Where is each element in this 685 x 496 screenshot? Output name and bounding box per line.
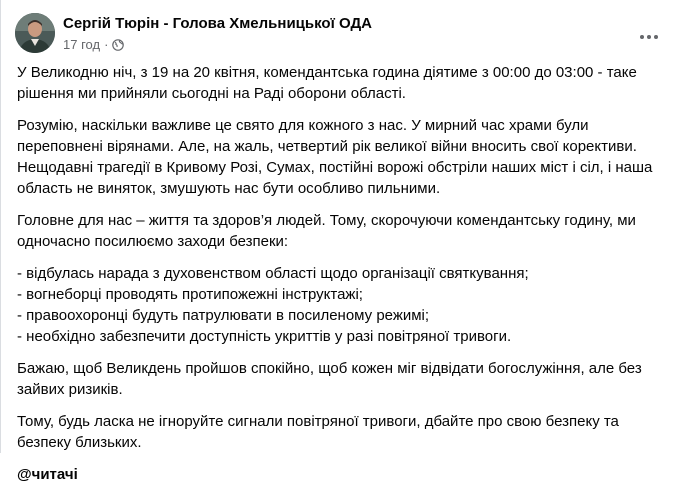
text-line: область не виняток, змушують нас бути особливо пильними. <box>17 180 441 197</box>
post-content <box>17 62 669 496</box>
post-header <box>15 13 675 57</box>
paragraph-request <box>17 411 669 453</box>
text-line: Розумію, наскільки важливе це свято для кожного з нас. У мирний час храми були <box>17 117 589 134</box>
text-line: Тому, будь ласка не ігноруйте сигнали повітряної тривоги, дбайте про свою безпеку та <box>17 413 619 430</box>
meta-separator: · <box>104 37 109 52</box>
text-line: зайвих ризиків. <box>17 381 123 398</box>
paragraph-tag <box>17 464 669 485</box>
text-line: У Великодню ніч, з 19 на 20 квітня, комендантська година діятиме з 00:00 до 03:00 - таке <box>17 64 637 81</box>
author-avatar[interactable] <box>15 13 55 53</box>
paragraph-safety <box>17 210 669 252</box>
mention-tag[interactable]: @читачі <box>17 466 78 483</box>
text-line: Нещодавні трагедії в Кривому Розі, Сумах, постійні ворожі обстріли наших міст і сіл, і наша <box>17 159 653 176</box>
text-line: рішення ми прийняли сьогодні на Раді оборони області. <box>17 85 406 102</box>
list-item: - необхідно забезпечити доступність укриттів у разі повітряної тривоги. <box>17 328 512 345</box>
paragraph-understanding <box>17 115 669 199</box>
text-line: Головне для нас – життя та здоров’я людей. Тому, скорочуючи комендантську годину, ми <box>17 212 636 229</box>
globe-icon[interactable] <box>112 39 124 51</box>
list-item: - правоохоронці будуть патрулювати в посиленому режимі; <box>17 307 430 324</box>
text-line: Бажаю, щоб Великдень пройшов спокійно, щоб кожен міг відвідати богослужіння, але без <box>17 360 642 377</box>
post-time[interactable]: 17 год <box>63 37 101 52</box>
post-meta <box>63 36 372 54</box>
text-line: одночасно посилюємо заходи безпеки: <box>17 233 289 250</box>
author-block <box>63 14 372 54</box>
list-item: - вогнеборці проводять протипожежні інструктажі; <box>17 286 363 303</box>
paragraph-curfew <box>17 62 669 104</box>
more-options-button[interactable] <box>631 19 667 55</box>
paragraph-wish <box>17 358 669 400</box>
avatar-image <box>15 13 55 53</box>
paragraph-measures-list <box>17 263 669 347</box>
text-line: переповнені вірянами. Але, на жаль, четвертий рік великої війни вносить свої корективи. <box>17 138 637 155</box>
more-options-icon <box>639 34 659 40</box>
author-name[interactable]: Сергій Тюрін - Голова Хмельницької ОДА <box>63 15 372 32</box>
list-item: - відбулась нарада з духовенством області щодо організації святкування; <box>17 265 529 282</box>
text-line: безпеку близьких. <box>17 434 142 451</box>
